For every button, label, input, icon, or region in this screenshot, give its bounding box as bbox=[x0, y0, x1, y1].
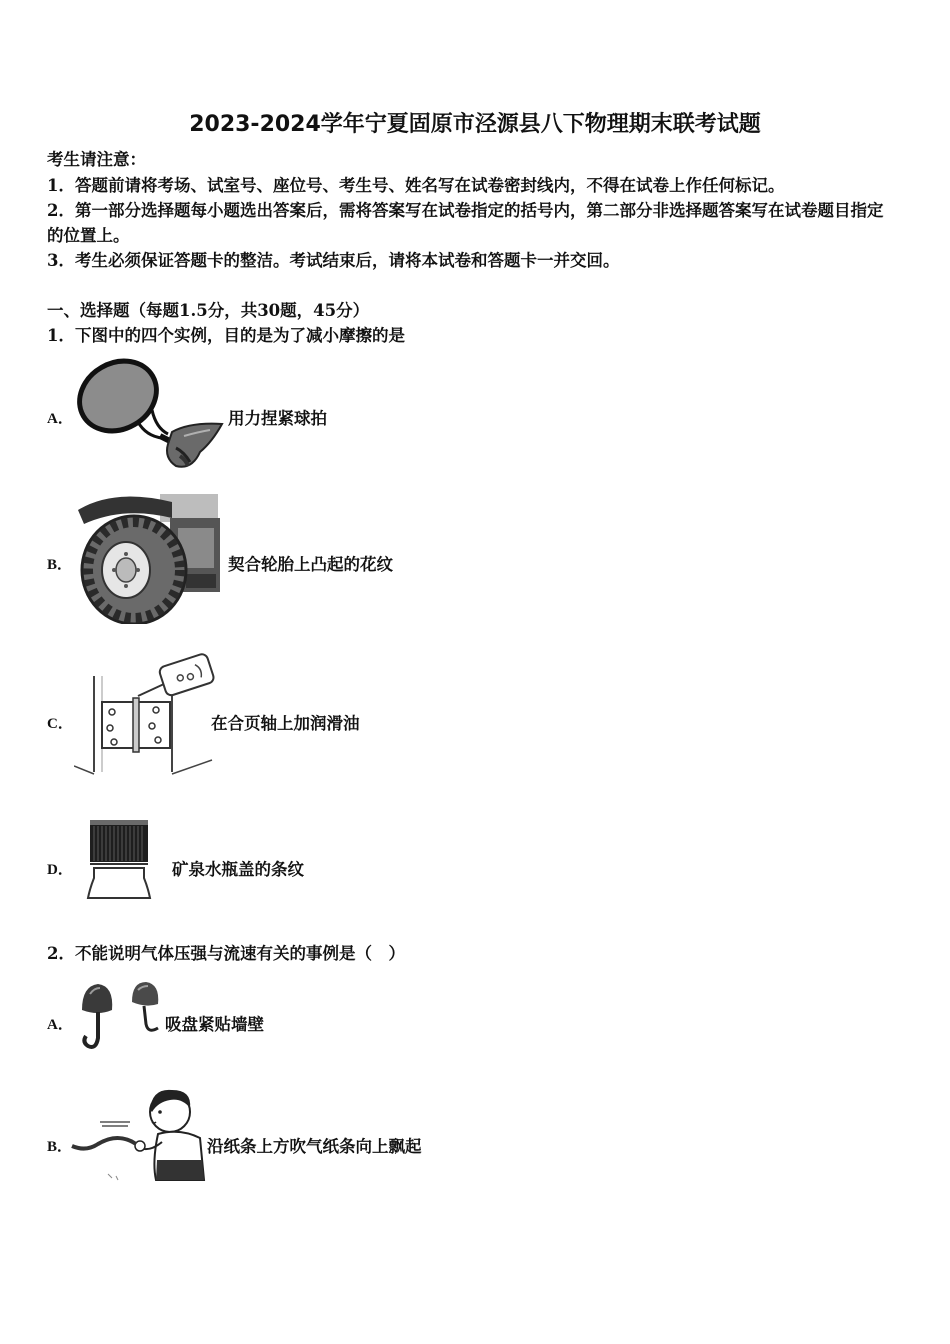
notice-item-2: 2．第一部分选择题每小题选出答案后，需将答案写在试卷指定的括号内，第二部分非选择题答案写在试卷题目指定 bbox=[47, 201, 884, 220]
notice-item-3: 3．考生必须保证答题卡的整洁。考试结束后，请将本试卷和答题卡一并交回。 bbox=[47, 251, 620, 270]
option-text: 吸盘紧贴墙壁 bbox=[165, 1015, 264, 1034]
option-label: A． bbox=[47, 411, 73, 427]
notice-item-1: 1．答题前请将考场、试室号、座位号、考生号、姓名写在试卷密封线内，不得在试卷上作任何标记。 bbox=[47, 176, 785, 195]
option-text: 矿泉水瓶盖的条纹 bbox=[172, 860, 304, 879]
option-label: A． bbox=[47, 1017, 73, 1033]
question-2-stem: 2．不能说明气体压强与流速有关的事例是（ ） bbox=[47, 944, 405, 963]
tire-image bbox=[74, 488, 222, 624]
option-label: B． bbox=[47, 1139, 73, 1155]
bottle-cap-image bbox=[84, 818, 154, 900]
boy-blowing-paper-image bbox=[68, 1082, 208, 1182]
racket-image bbox=[72, 352, 228, 474]
option-text: 沿纸条上方吹气纸条向上飘起 bbox=[207, 1137, 422, 1156]
exam-title: 2023-2024学年宁夏固原市泾源县八下物理期末联考试题 bbox=[189, 112, 761, 137]
suction-cups-image bbox=[76, 980, 166, 1052]
option-label: D． bbox=[47, 862, 73, 878]
question-1-stem: 1．下图中的四个实例，目的是为了减小摩擦的是 bbox=[47, 326, 405, 345]
option-text: 用力捏紧球拍 bbox=[228, 409, 327, 428]
hinge-image bbox=[74, 648, 216, 782]
option-text: 契合轮胎上凸起的花纹 bbox=[228, 555, 393, 574]
option-label: B． bbox=[47, 557, 73, 573]
option-text: 在合页轴上加润滑油 bbox=[211, 714, 360, 733]
option-label: C． bbox=[47, 716, 73, 732]
notice-item-2-continued: 的位置上。 bbox=[47, 226, 130, 245]
section-heading: 一、选择题（每题1.5分，共30题，45分） bbox=[47, 301, 370, 320]
notice-heading: 考生请注意： bbox=[47, 150, 146, 169]
